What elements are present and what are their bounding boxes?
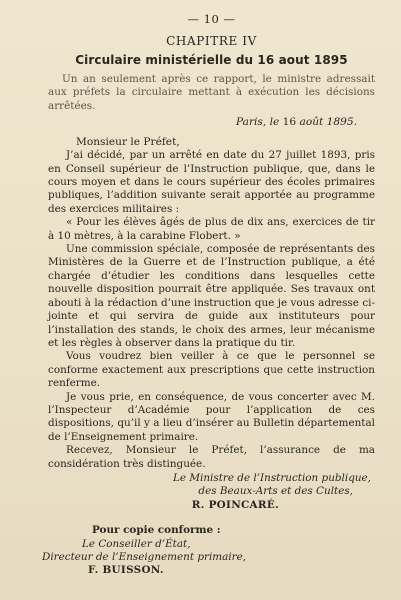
dateline-place: Paris, [236,116,267,129]
copy-title-line-2: Directeur de l’Enseignement primaire, [42,551,247,563]
body-paragraph-3: Une commission spéciale, composée de représentants des Ministères de la Guerre et de l’Instruction publique, a été chargée d’étudier les conditions dans lesquelles cette nouvelle disposition pourrait être appliquée. Ses travaux ont abouti à la rédaction d’une instruction que je vous adresse ci-jointe et qui servira de guide aux instituteurs pour l’installation des stands, le choix des armes, leur mécanisme et les règles à observer dans la pratique du tir. [48,243,375,349]
dateline-le: le [269,116,280,129]
minister-title-line-2: des Beaux-Arts et des Cultes, [198,485,353,498]
minister-title-line: Le Ministre de l’Instruction publique, [173,471,371,484]
dateline [48,116,357,128]
copy-signature-block [42,524,375,578]
copy-label: Pour copie conforme : [92,524,221,537]
body-paragraph-5: Je vous prie, en conséquence, de vous concerter avec M. l’Inspecteur d’Académie pour l’application de ces dispositions, qu’il y a lieu d’insérer au Bulletin départemental de l’Enseignement primaire. [48,390,375,443]
chapter-title: CHAPITRE IV [166,34,257,48]
intro-paragraph: Un an seulement après ce rapport, le ministre adressait aux préfets la circulaire mettant à exécution les décisions arrêtées. [48,73,375,112]
body-paragraph-2: « Pour les élèves âgés de plus de dix ans, exercices de tir à 10 mètres, à la carabine Flobert. » [48,216,375,242]
body-paragraph-4: Vous voudrez bien veiller à ce que le personnel se conforme exactement aux prescriptions que cette instruction renferme. [48,350,375,390]
minister-name: R. POINCARÉ. [191,498,279,511]
body-paragraph-1: J’ai décidé, par un arrêté en date du 27 juillet 1893, pris en Conseil supérieur de l’Instruction publique, que, dans le cours moyen et dans le cours supérieur des écoles primaires publiques, l’addition suivante serait apportée au programme des exercices militaires : [48,149,375,215]
section-heading: Circulaire ministérielle du 16 aout 1895 [75,53,348,67]
copy-name: F. BUISSON. [88,564,164,577]
copy-title-line: Le Conseiller d’État, [82,537,191,550]
dateline-day: 16 [282,116,297,129]
body-paragraph-6: Recevez, Monsieur le Préfet, l’assurance de ma considération très distinguée. [48,444,375,470]
dateline-month-year: août 1895. [299,116,357,129]
salutation: Monsieur le Préfet, [76,136,180,149]
minister-signature-block [48,472,375,512]
page-number: — 10 — [187,12,236,26]
